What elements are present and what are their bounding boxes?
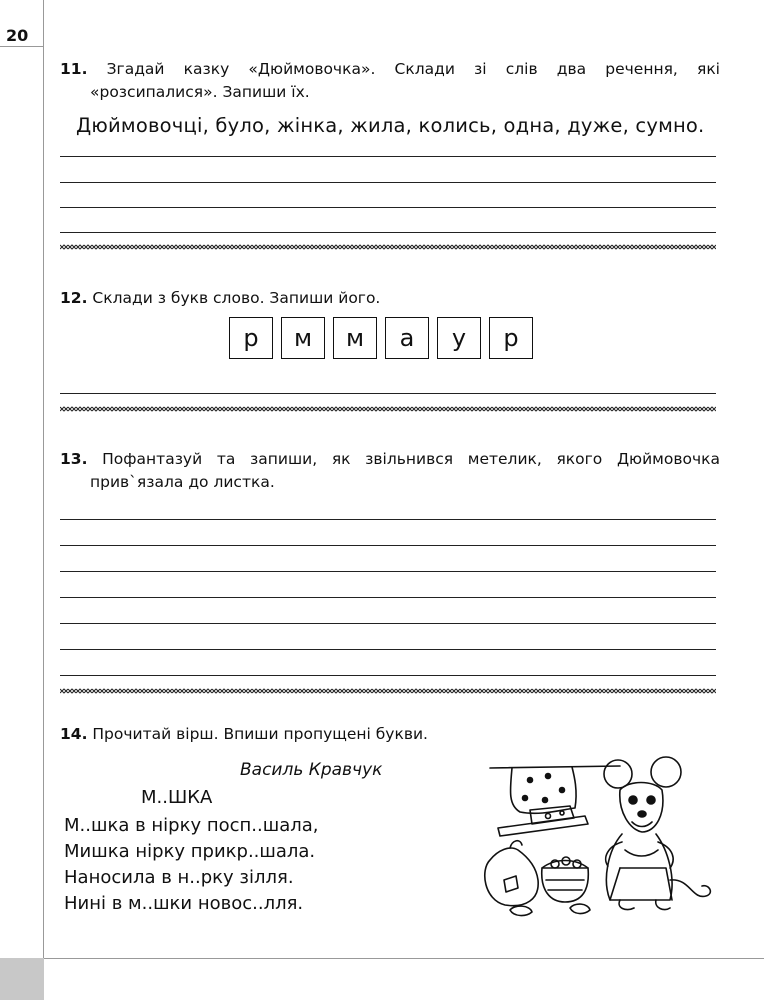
- footer-gray-block: [0, 958, 44, 1000]
- letter-box: р: [229, 317, 273, 359]
- footer-rule: [44, 958, 764, 959]
- task-12: [60, 287, 720, 310]
- poem-line: Мишка нірку прикр..шала.: [64, 841, 316, 862]
- letter-box: м: [281, 317, 325, 359]
- task-instruction: Згадай казку «Дюймовочка». Склади зі слів два речення, які «розсипалися». Запиши їх.: [90, 60, 720, 101]
- task-number: 12.: [60, 289, 88, 307]
- task-instruction: Прочитай вірш. Впиши пропущені букви.: [92, 725, 428, 743]
- page-number: 20: [6, 26, 29, 45]
- task-number: 14.: [60, 725, 88, 743]
- writing-line[interactable]: [60, 207, 716, 208]
- poem-line: Нині в м..шки новос..лля.: [64, 893, 304, 914]
- zigzag-divider: [60, 404, 716, 414]
- writing-line[interactable]: [60, 675, 716, 676]
- letter-box: а: [385, 317, 429, 359]
- header-rule: [0, 46, 44, 47]
- letter-box: м: [333, 317, 377, 359]
- task-11: [60, 58, 720, 104]
- poem-line: М..шка в нірку посп..шала,: [64, 815, 319, 836]
- task-number: 11.: [60, 60, 88, 78]
- writing-line[interactable]: [60, 232, 716, 233]
- zigzag-divider: [60, 686, 716, 696]
- letter-box: у: [437, 317, 481, 359]
- poem-author: Василь Кравчук: [240, 760, 383, 780]
- task-number: 13.: [60, 450, 88, 468]
- writing-line[interactable]: [60, 545, 716, 546]
- writing-line[interactable]: [60, 623, 716, 624]
- task-14: [60, 723, 720, 746]
- writing-line[interactable]: [60, 571, 716, 572]
- scrambled-words: Дюймовочці, було, жінка, жила, колись, одна, дуже, сумно.: [76, 114, 705, 137]
- task-instruction: Склади з букв слово. Запиши його.: [92, 289, 381, 307]
- left-margin: [0, 0, 44, 1000]
- poem-text: [64, 813, 319, 917]
- letter-box: р: [489, 317, 533, 359]
- mouse-illustration: [470, 750, 720, 920]
- task-13: [60, 448, 720, 494]
- writing-line[interactable]: [60, 597, 716, 598]
- writing-line[interactable]: [60, 182, 716, 183]
- poem-line: Наносила в н..рку зілля.: [64, 867, 294, 888]
- letter-boxes: [229, 317, 533, 359]
- zigzag-divider: [60, 242, 716, 252]
- writing-line[interactable]: [60, 156, 716, 157]
- writing-line[interactable]: [60, 649, 716, 650]
- task-instruction: Пофантазуй та запиши, як звільнився метелик, якого Дюймовочка прив`язала до листка.: [90, 450, 720, 491]
- writing-line[interactable]: [60, 393, 716, 394]
- poem-title: М..ШКА: [141, 787, 213, 808]
- writing-line[interactable]: [60, 519, 716, 520]
